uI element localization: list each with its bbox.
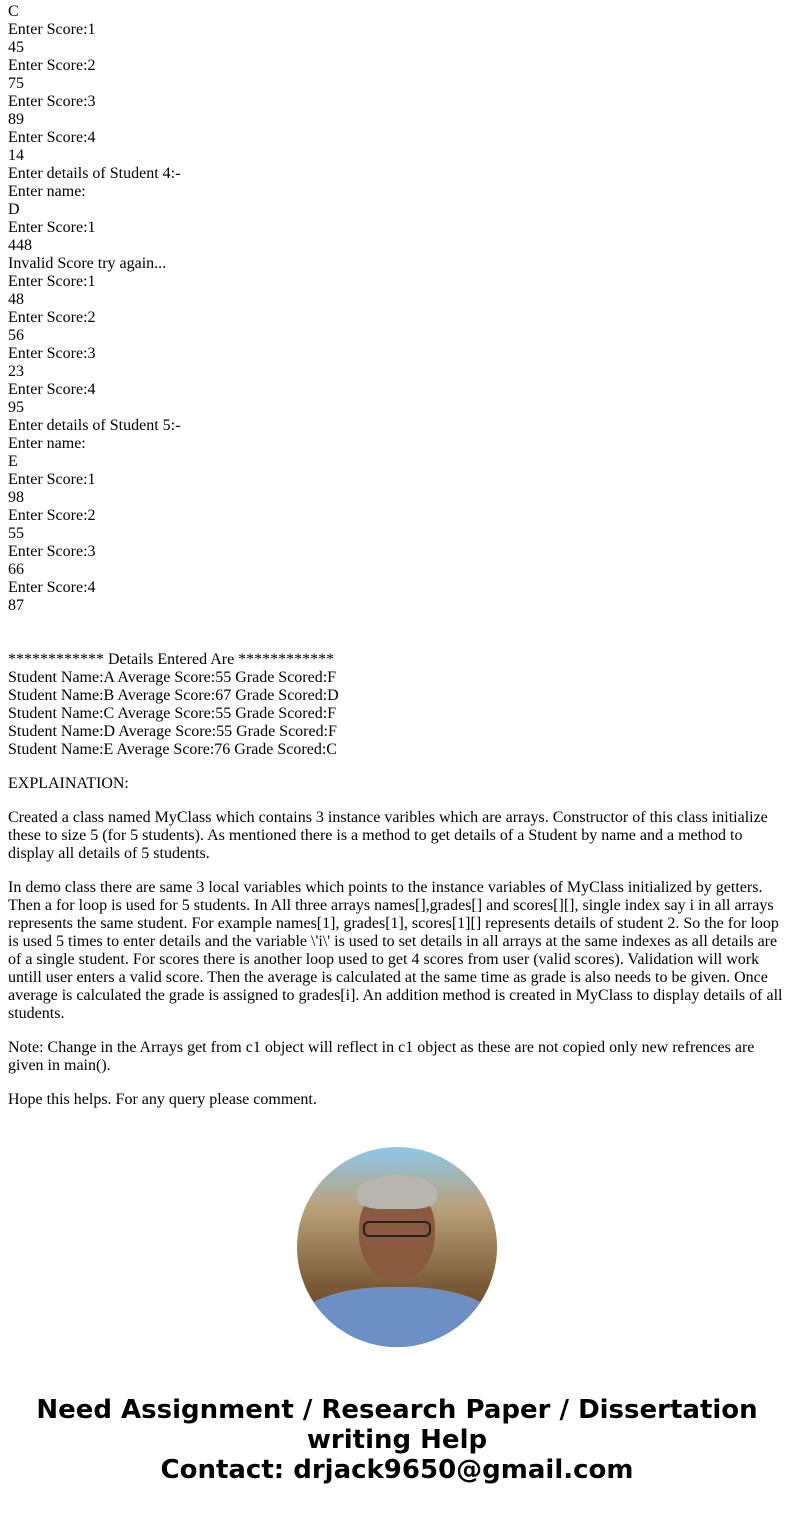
console-line: Enter Score:2: [8, 57, 96, 74]
result-row: Student Name:C Average Score:55 Grade Scored:F: [8, 705, 337, 722]
console-line: 75: [8, 75, 24, 92]
console-line: 98: [8, 489, 24, 506]
console-line: Enter Score:1: [8, 219, 96, 236]
console-line: Enter Score:1: [8, 21, 96, 38]
console-line: Enter details of Student 5:-: [8, 417, 181, 434]
result-row: Student Name:E Average Score:76 Grade Scored:C: [8, 741, 337, 758]
console-line: 23: [8, 363, 24, 380]
console-line: D: [8, 201, 20, 218]
result-row: Student Name:A Average Score:55 Grade Scored:F: [8, 669, 337, 686]
console-line: Enter details of Student 4:-: [8, 165, 181, 182]
console-line: Enter name:: [8, 435, 86, 452]
contact-text[interactable]: Contact: drjack9650@gmail.com: [160, 1455, 634, 1485]
console-line: Enter name:: [8, 183, 86, 200]
console-line: Enter Score:3: [8, 345, 96, 362]
result-row: Student Name:B Average Score:67 Grade Scored:D: [8, 687, 339, 704]
closing-paragraph: Hope this helps. For any query please comment.: [8, 1091, 317, 1108]
console-line: 14: [8, 147, 24, 164]
console-line: Enter Score:2: [8, 507, 96, 524]
console-line: Enter Score:4: [8, 381, 96, 398]
explanation-paragraph: Created a class named MyClass which contains 3 instance varibles which are arrays. Constructor of this class initialize these to size 5 (for 5 students). As mentioned there is a method to get details of a Student by name and a method to display all details of 5 students.: [8, 809, 768, 862]
console-line: Enter Score:4: [8, 129, 96, 146]
console-line: 56: [8, 327, 24, 344]
console-line: 48: [8, 291, 24, 308]
console-line: Invalid Score try again...: [8, 255, 167, 272]
console-line: 448: [8, 237, 32, 254]
result-row: Student Name:D Average Score:55 Grade Scored:F: [8, 723, 337, 740]
console-line: 87: [8, 597, 24, 614]
note-paragraph: Note: Change in the Arrays get from c1 object will reflect in c1 object as these are not copied only new refrences are given in main().: [8, 1039, 755, 1074]
console-line: C: [8, 3, 19, 20]
console-line: 55: [8, 525, 24, 542]
console-line: Enter Score:1: [8, 273, 96, 290]
console-line: 45: [8, 39, 24, 56]
console-line: Enter Score:2: [8, 309, 96, 326]
console-line: Enter Score:1: [8, 471, 96, 488]
results-list: [8, 669, 786, 759]
console-output: [8, 3, 786, 615]
console-line: Enter Score:4: [8, 579, 96, 596]
console-line: 89: [8, 111, 24, 128]
promo-footer: [0, 1395, 794, 1485]
author-photo: [297, 1147, 497, 1347]
explanation-paragraph: In demo class there are same 3 local variables which points to the instance variables of MyClass initialized by getters. Then a for loop is used for 5 students. In All three arrays names[],grades[] and scores[][], single index say i in all arrays represents the same student. For example names[1], grades[1], scores[1][] represents details of student 2. So the for loop is used 5 times to enter details and the variable \'i\' is used to set details in all arrays at the same indexes as all details are of a single student. For scores there is another loop used to get 4 scores from user (valid scores). Validation will work untill user enters a valid score. Then the average is calculated at the same time as grade is also needs to be given. Once average is calculated the grade is assigned to grades[i]. An addition method is created in MyClass to display details of all students.: [8, 879, 783, 1022]
console-line: Enter Score:3: [8, 543, 96, 560]
console-line: 95: [8, 399, 24, 416]
console-line: 66: [8, 561, 24, 578]
explanation-heading: EXPLAINATION:: [8, 775, 129, 792]
promo-text: Need Assignment / Research Paper / Dissertation writing Help: [36, 1395, 758, 1455]
console-line: E: [8, 453, 18, 470]
console-line: Enter Score:3: [8, 93, 96, 110]
results-header: ************ Details Entered Are ************: [8, 651, 335, 668]
